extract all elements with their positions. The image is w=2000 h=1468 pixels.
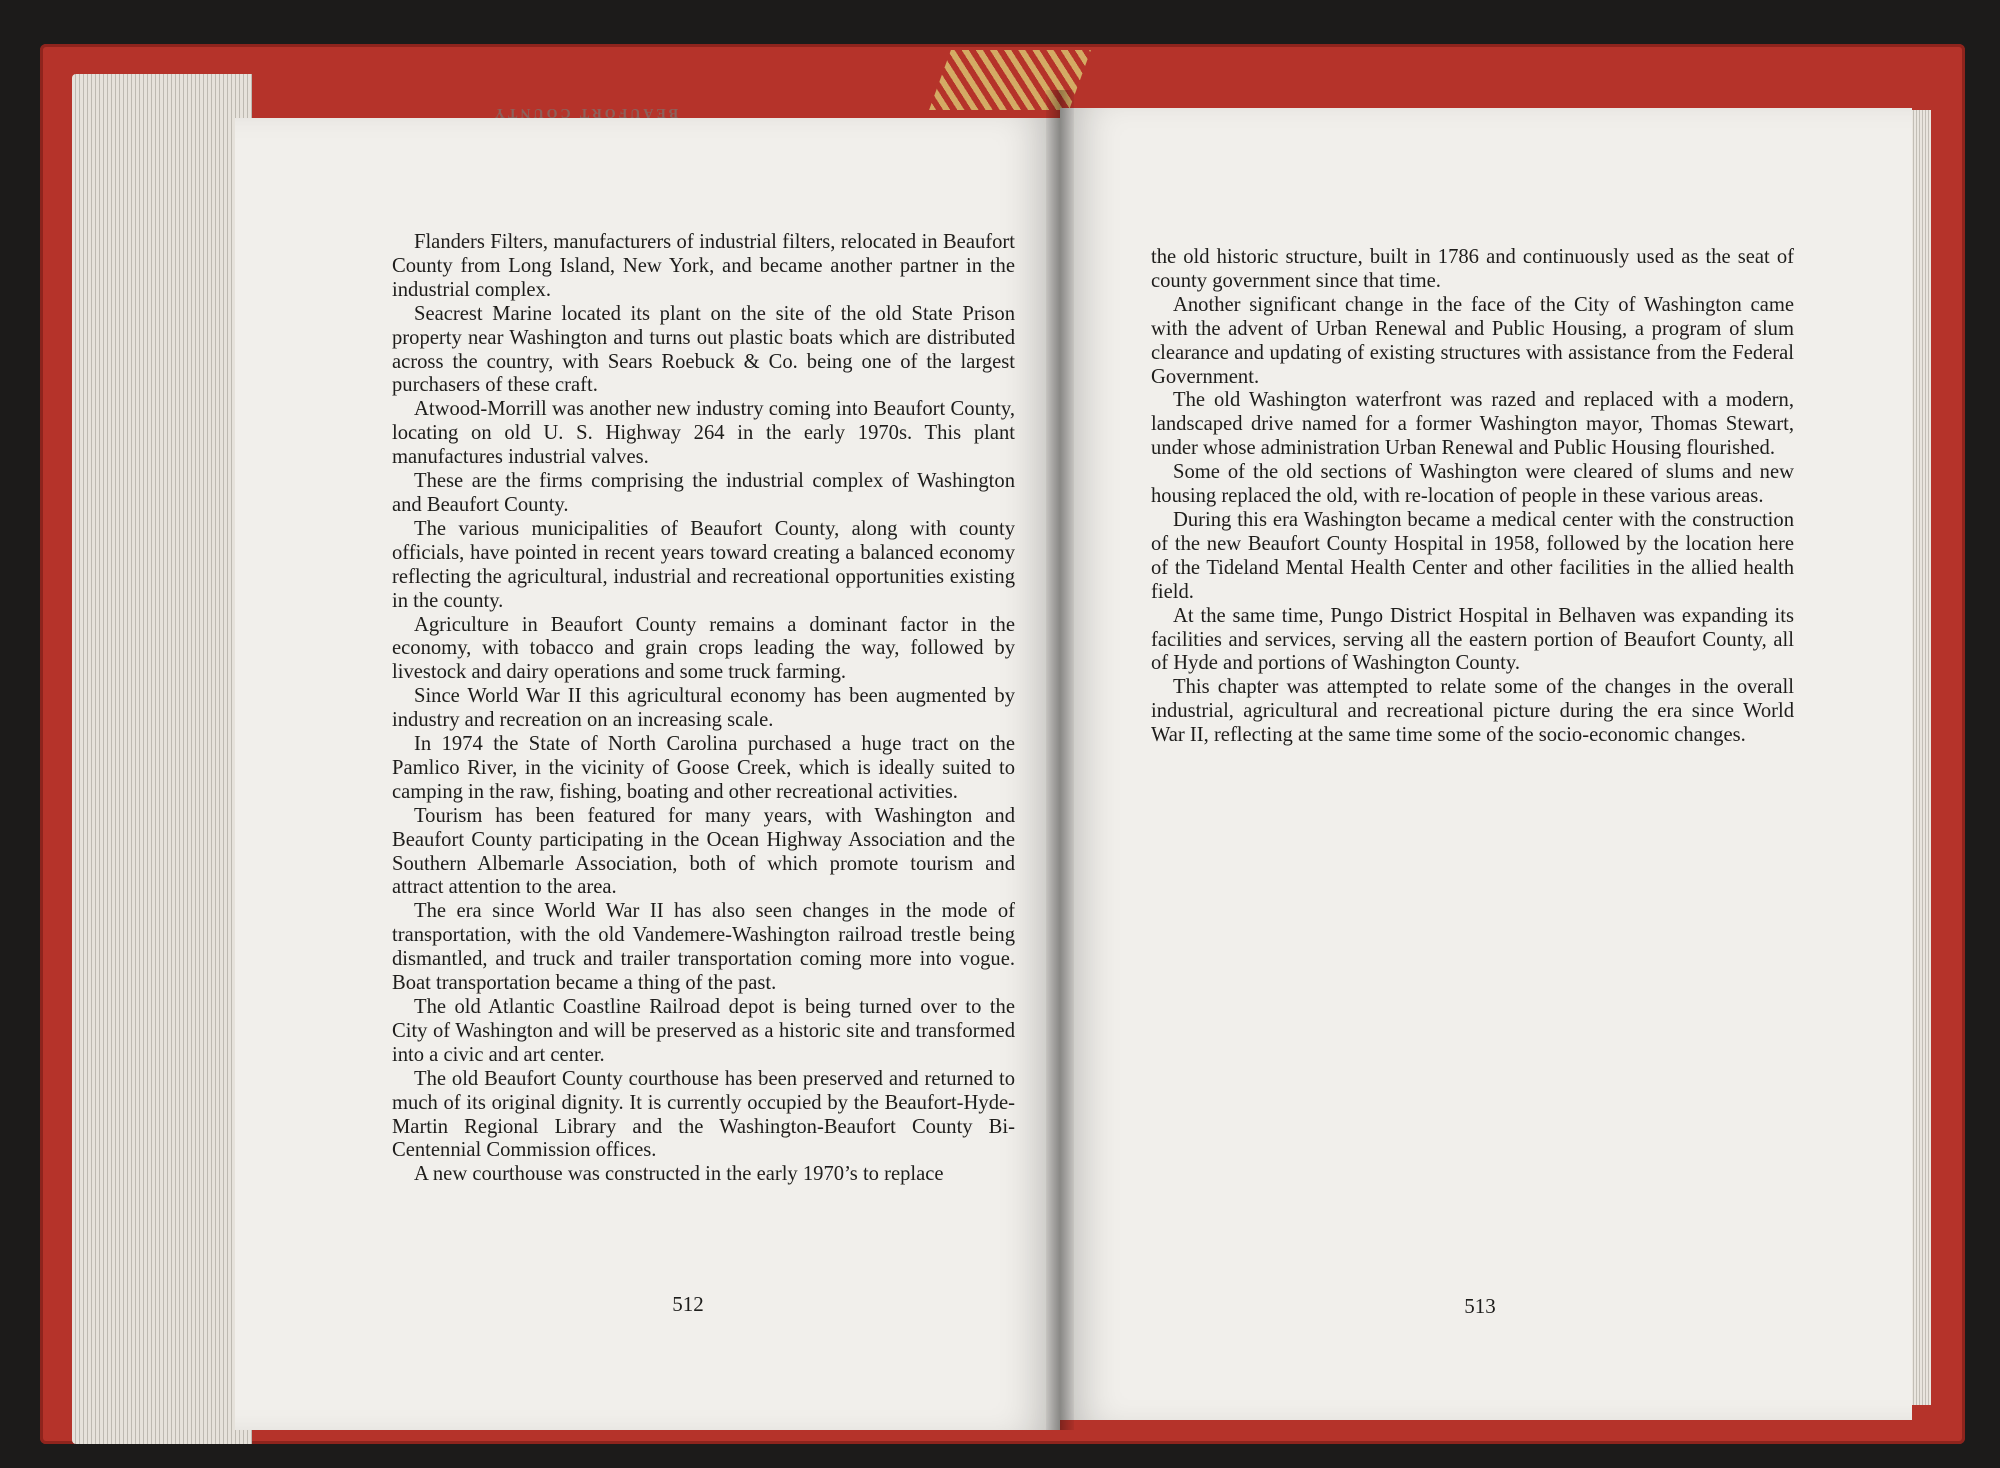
page-edges-left	[72, 74, 252, 1444]
page-number-right: 513	[1464, 1294, 1496, 1318]
paragraph: Some of the old sections of Washington were cleared of slums and new housing replaced the old, with re-location of people in these various areas.	[1151, 461, 1794, 508]
paragraph: The various municipalities of Beaufort County, along with county officials, have pointed in recent years toward creating a balanced economy reflecting the agricultural, industrial and recreational opportunities existing in the county.	[392, 517, 1015, 612]
paragraph: The old Washington waterfront was razed and replaced with a modern, landscaped drive named for a former Washington mayor, Thomas Stewart, under whose administration Urban Renewal and Public Housing flourished.	[1151, 389, 1794, 460]
paragraph: A new courthouse was constructed in the early 1970’s to replace	[414, 1163, 944, 1186]
paragraph-continuation: the old historic structure, built in 1786 and continuously used as the seat of county government since that time.	[1151, 246, 1794, 292]
left-page-text	[392, 231, 1015, 1187]
paragraph: Atwood-Morrill was another new industry coming into Beaufort County, locating on old U. S. Highway 264 in the early 1970s. This plant manufactures industrial valves.	[392, 398, 1015, 469]
book-gutter	[1046, 90, 1074, 1430]
paragraph: The old Atlantic Coastline Railroad depot is being turned over to the City of Washington and will be preserved as a historic site and transformed into a civic and art center.	[392, 996, 1015, 1066]
right-page-text	[1151, 246, 1794, 748]
paragraph: In 1974 the State of North Carolina purchased a huge tract on the Pamlico River, in the vicinity of Goose Creek, which is ideally suited to camping in the raw, fishing, boating and other recreational activities.	[392, 733, 1015, 803]
paragraph: The era since World War II has also seen changes in the mode of transportation, with the old Vandemere-Washington railroad trestle being dismantled, and truck and trailer transportation coming more into vogue. Boat transportation became a thing of the past.	[392, 900, 1015, 995]
paragraph: During this era Washington became a medical center with the construction of the new Beaufort County Hospital in 1958, followed by the location here of the Tideland Mental Health Center and other facilities in the allied health field.	[1151, 508, 1794, 603]
paragraph: Seacrest Marine located its plant on the site of the old State Prison property near Washington and turns out plastic boats which are distributed across the country, with Sears Roebuck & Co. being one of the largest purchasers of these craft.	[392, 302, 1015, 397]
paragraph: The old Beaufort County courthouse has been preserved and returned to much of its original dignity. It is currently occupied by the Beaufort-Hyde-Martin Regional Library and the Washington-Beaufort County Bi-Centennial Commission offices.	[392, 1067, 1015, 1162]
paragraph: At the same time, Pungo District Hospital in Belhaven was expanding its facilities and services, serving all the eastern portion of Beaufort County, all of Hyde and portions of Washington County.	[1151, 604, 1794, 675]
paragraph: Since World War II this agricultural economy has been augmented by industry and recreation on an increasing scale.	[392, 685, 1015, 732]
paragraph: These are the firms comprising the industrial complex of Washington and Beaufort County.	[392, 470, 1015, 516]
paragraph: This chapter was attempted to relate some of the changes in the overall industrial, agricultural and recreational picture during the era since World War II, reflecting at the same time some of the socio-economic changes.	[1151, 676, 1794, 747]
running-head: BEAUFORT COUNTY	[491, 105, 679, 120]
page-number-left: 512	[672, 1292, 704, 1316]
paragraph: Flanders Filters, manufacturers of industrial filters, relocated in Beaufort County from Long Island, New York, and became another partner in the industrial complex.	[392, 231, 1015, 301]
paragraph: Agriculture in Beaufort County remains a dominant factor in the economy, with tobacco and grain crops leading the way, followed by livestock and dairy operations and some truck farming.	[392, 613, 1015, 684]
right-page	[1060, 108, 1912, 1420]
left-page	[235, 118, 1060, 1430]
paragraph: Another significant change in the face of the City of Washington came with the advent of Urban Renewal and Public Housing, a program of slum clearance and updating of existing structures with assistance from the Federal Government.	[1151, 293, 1794, 388]
paragraph: Tourism has been featured for many years, with Washington and Beaufort County participating in the Ocean Highway Association and the Southern Albemarle Association, both of which promote tourism and attract attention to the area.	[392, 804, 1015, 899]
